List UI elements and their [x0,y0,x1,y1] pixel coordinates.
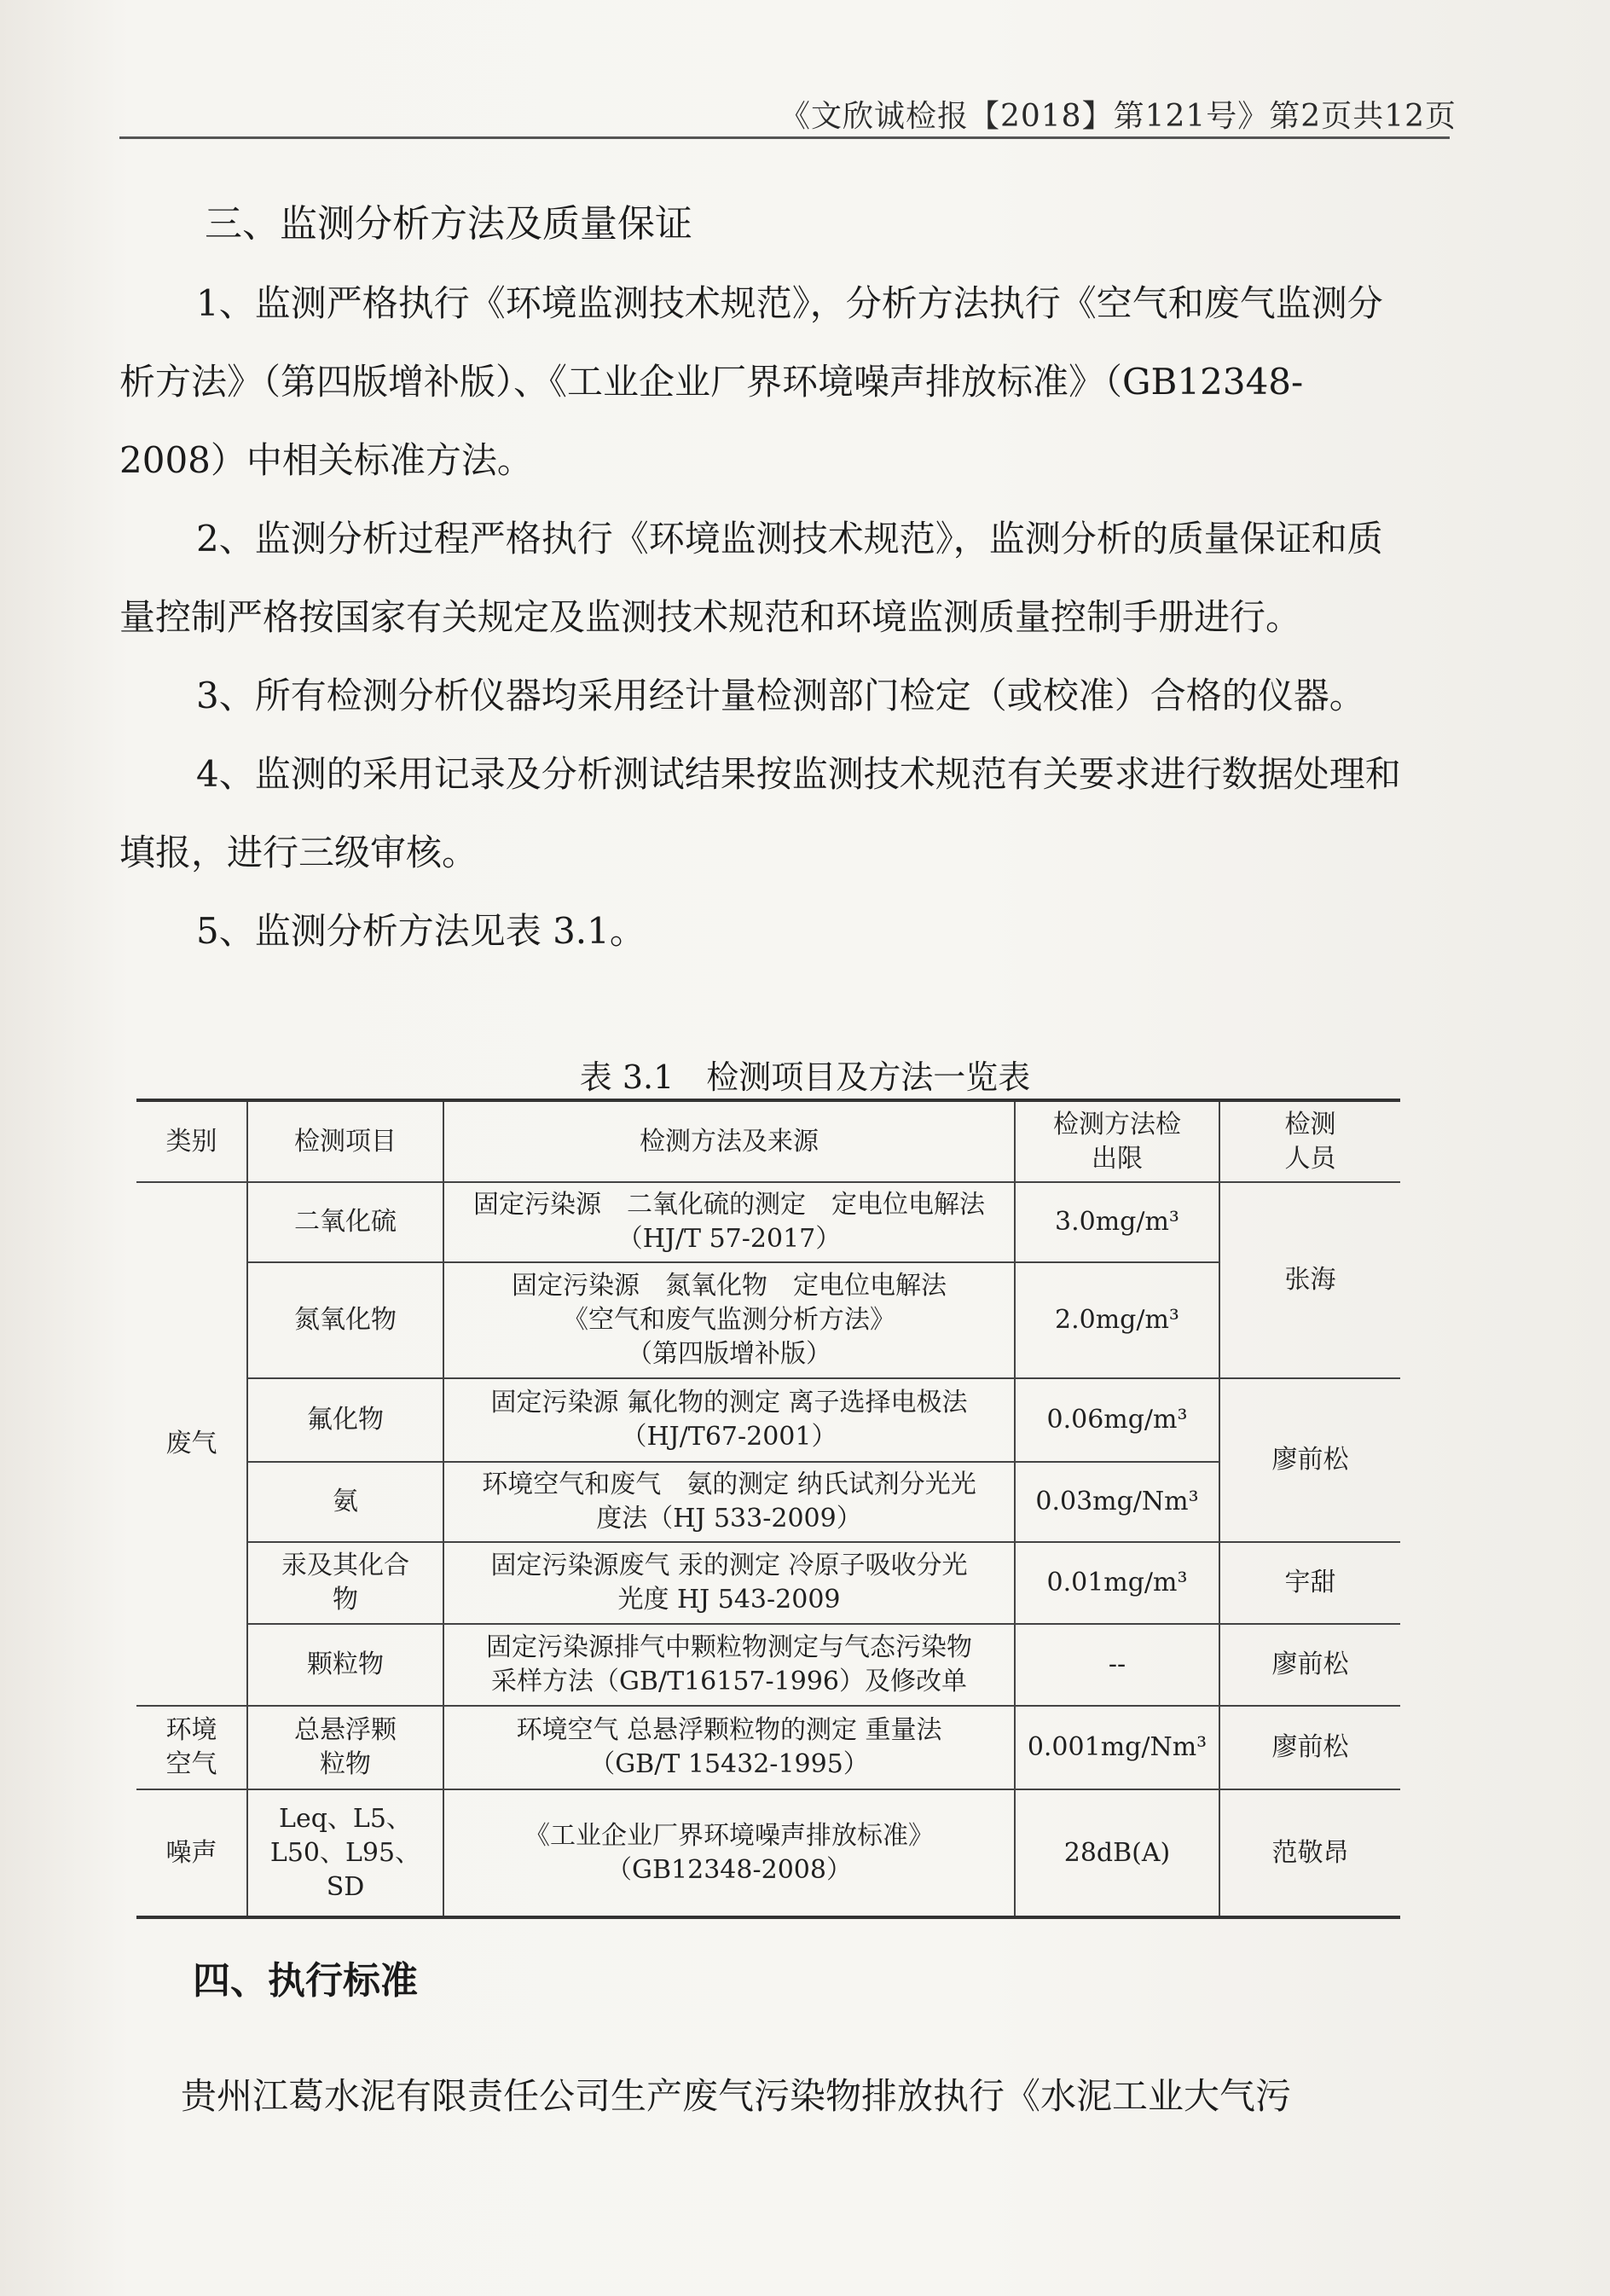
table-row [136,1542,1400,1624]
paragraph-4: 4、监测的采用记录及分析测试结果按监测技术规范有关要求进行数据处理和填报，进行三级审核。 [119,753,1401,873]
table-row [136,1378,1400,1462]
table-row [136,1462,1400,1542]
header-limit: 检测方法检 出限 [1015,1100,1219,1182]
category-ambient-air: 环境 空气 [136,1706,247,1789]
paragraph-3: 3、所有检测分析仪器均采用经计量检测部门检定（或校准）合格的仪器。 [196,675,1365,716]
header-rule [119,136,1450,139]
section-3-heading: 三、监测分析方法及质量保证 [205,202,692,246]
header-person: 检测 人员 [1219,1100,1400,1182]
item-cell: 氟化物 [247,1378,443,1462]
report-reference-header: 《文欣诚检报【2018】第121号》第2页共12页 [779,99,1457,134]
person-cell: 张海 [1219,1182,1400,1378]
category-noise: 噪声 [136,1789,247,1917]
limit-cell: 0.06mg/m³ [1015,1378,1219,1462]
method-cell: 环境空气 总悬浮颗粒物的测定 重量法 （GB/T 15432-1995） [443,1706,1015,1789]
method-cell: 固定污染源 氮氧化物 定电位电解法 《空气和废气监测分析方法》 （第四版增补版） [443,1262,1015,1378]
paragraph-5: 5、监测分析方法见表 3.1。 [196,910,646,952]
item-cell: 总悬浮颗 粒物 [247,1706,443,1789]
table-row [136,1182,1400,1262]
person-cell: 范敬昂 [1219,1789,1400,1917]
person-cell: 廖前松 [1219,1706,1400,1789]
table-row [136,1624,1400,1706]
methods-table [136,1099,1400,1919]
method-cell: 固定污染源 二氧化硫的测定 定电位电解法 （HJ/T 57-2017） [443,1182,1015,1262]
limit-cell: 28dB(A) [1015,1789,1219,1917]
method-cell: 环境空气和废气 氨的测定 纳氏试剂分光光 度法（HJ 533-2009） [443,1462,1015,1542]
item-cell: 汞及其化合 物 [247,1542,443,1624]
limit-cell: -- [1015,1624,1219,1706]
item-cell: 氨 [247,1462,443,1542]
section-3-body [119,264,1407,971]
header-item: 检测项目 [247,1100,443,1182]
table-header-row [136,1100,1400,1182]
method-cell: 固定污染源废气 汞的测定 冷原子吸收分光 光度 HJ 543-2009 [443,1542,1015,1624]
table-caption: 表 3.1 检测项目及方法一览表 [579,1058,1031,1096]
limit-cell: 0.001mg/Nm³ [1015,1706,1219,1789]
table-row [136,1706,1400,1789]
method-cell: 固定污染源排气中颗粒物测定与气态污染物 采样方法（GB/T16157-1996）及修改单 [443,1624,1015,1706]
person-cell: 宇甜 [1219,1542,1400,1624]
item-cell: 颗粒物 [247,1624,443,1706]
paragraph-section-4: 贵州江葛水泥有限责任公司生产废气污染物排放执行《水泥工业大气污 [181,2075,1292,2117]
person-cell: 廖前松 [1219,1378,1400,1542]
section-4-body [181,2057,1434,2136]
limit-cell: 0.03mg/Nm³ [1015,1462,1219,1542]
item-cell: Leq、L5、 L50、L95、 SD [247,1789,443,1917]
header-category: 类别 [136,1100,247,1182]
table-row [136,1262,1400,1378]
method-cell: 固定污染源 氟化物的测定 离子选择电极法 （HJ/T67-2001） [443,1378,1015,1462]
method-cell: 《工业企业厂界环境噪声排放标准》 （GB12348-2008） [443,1789,1015,1917]
table-row [136,1789,1400,1917]
person-cell: 廖前松 [1219,1624,1400,1706]
paragraph-1: 1、监测严格执行《环境监测技术规范》，分析方法执行《空气和废气监测分析方法》（第四版增补版）、《工业企业厂界环境噪声排放标准》（GB12348-2008）中相关标准方法。 [119,282,1383,481]
paragraph-2: 2、监测分析过程严格执行《环境监测技术规范》，监测分析的质量保证和质量控制严格按国家有关规定及监测技术规范和环境监测质量控制手册进行。 [119,518,1383,638]
limit-cell: 2.0mg/m³ [1015,1262,1219,1378]
section-4-heading: 四、执行标准 [193,1959,418,2003]
category-waste-gas: 废气 [136,1182,247,1706]
limit-cell: 3.0mg/m³ [1015,1182,1219,1262]
limit-cell: 0.01mg/m³ [1015,1542,1219,1624]
item-cell: 二氧化硫 [247,1182,443,1262]
header-method: 检测方法及来源 [443,1100,1015,1182]
item-cell: 氮氧化物 [247,1262,443,1378]
